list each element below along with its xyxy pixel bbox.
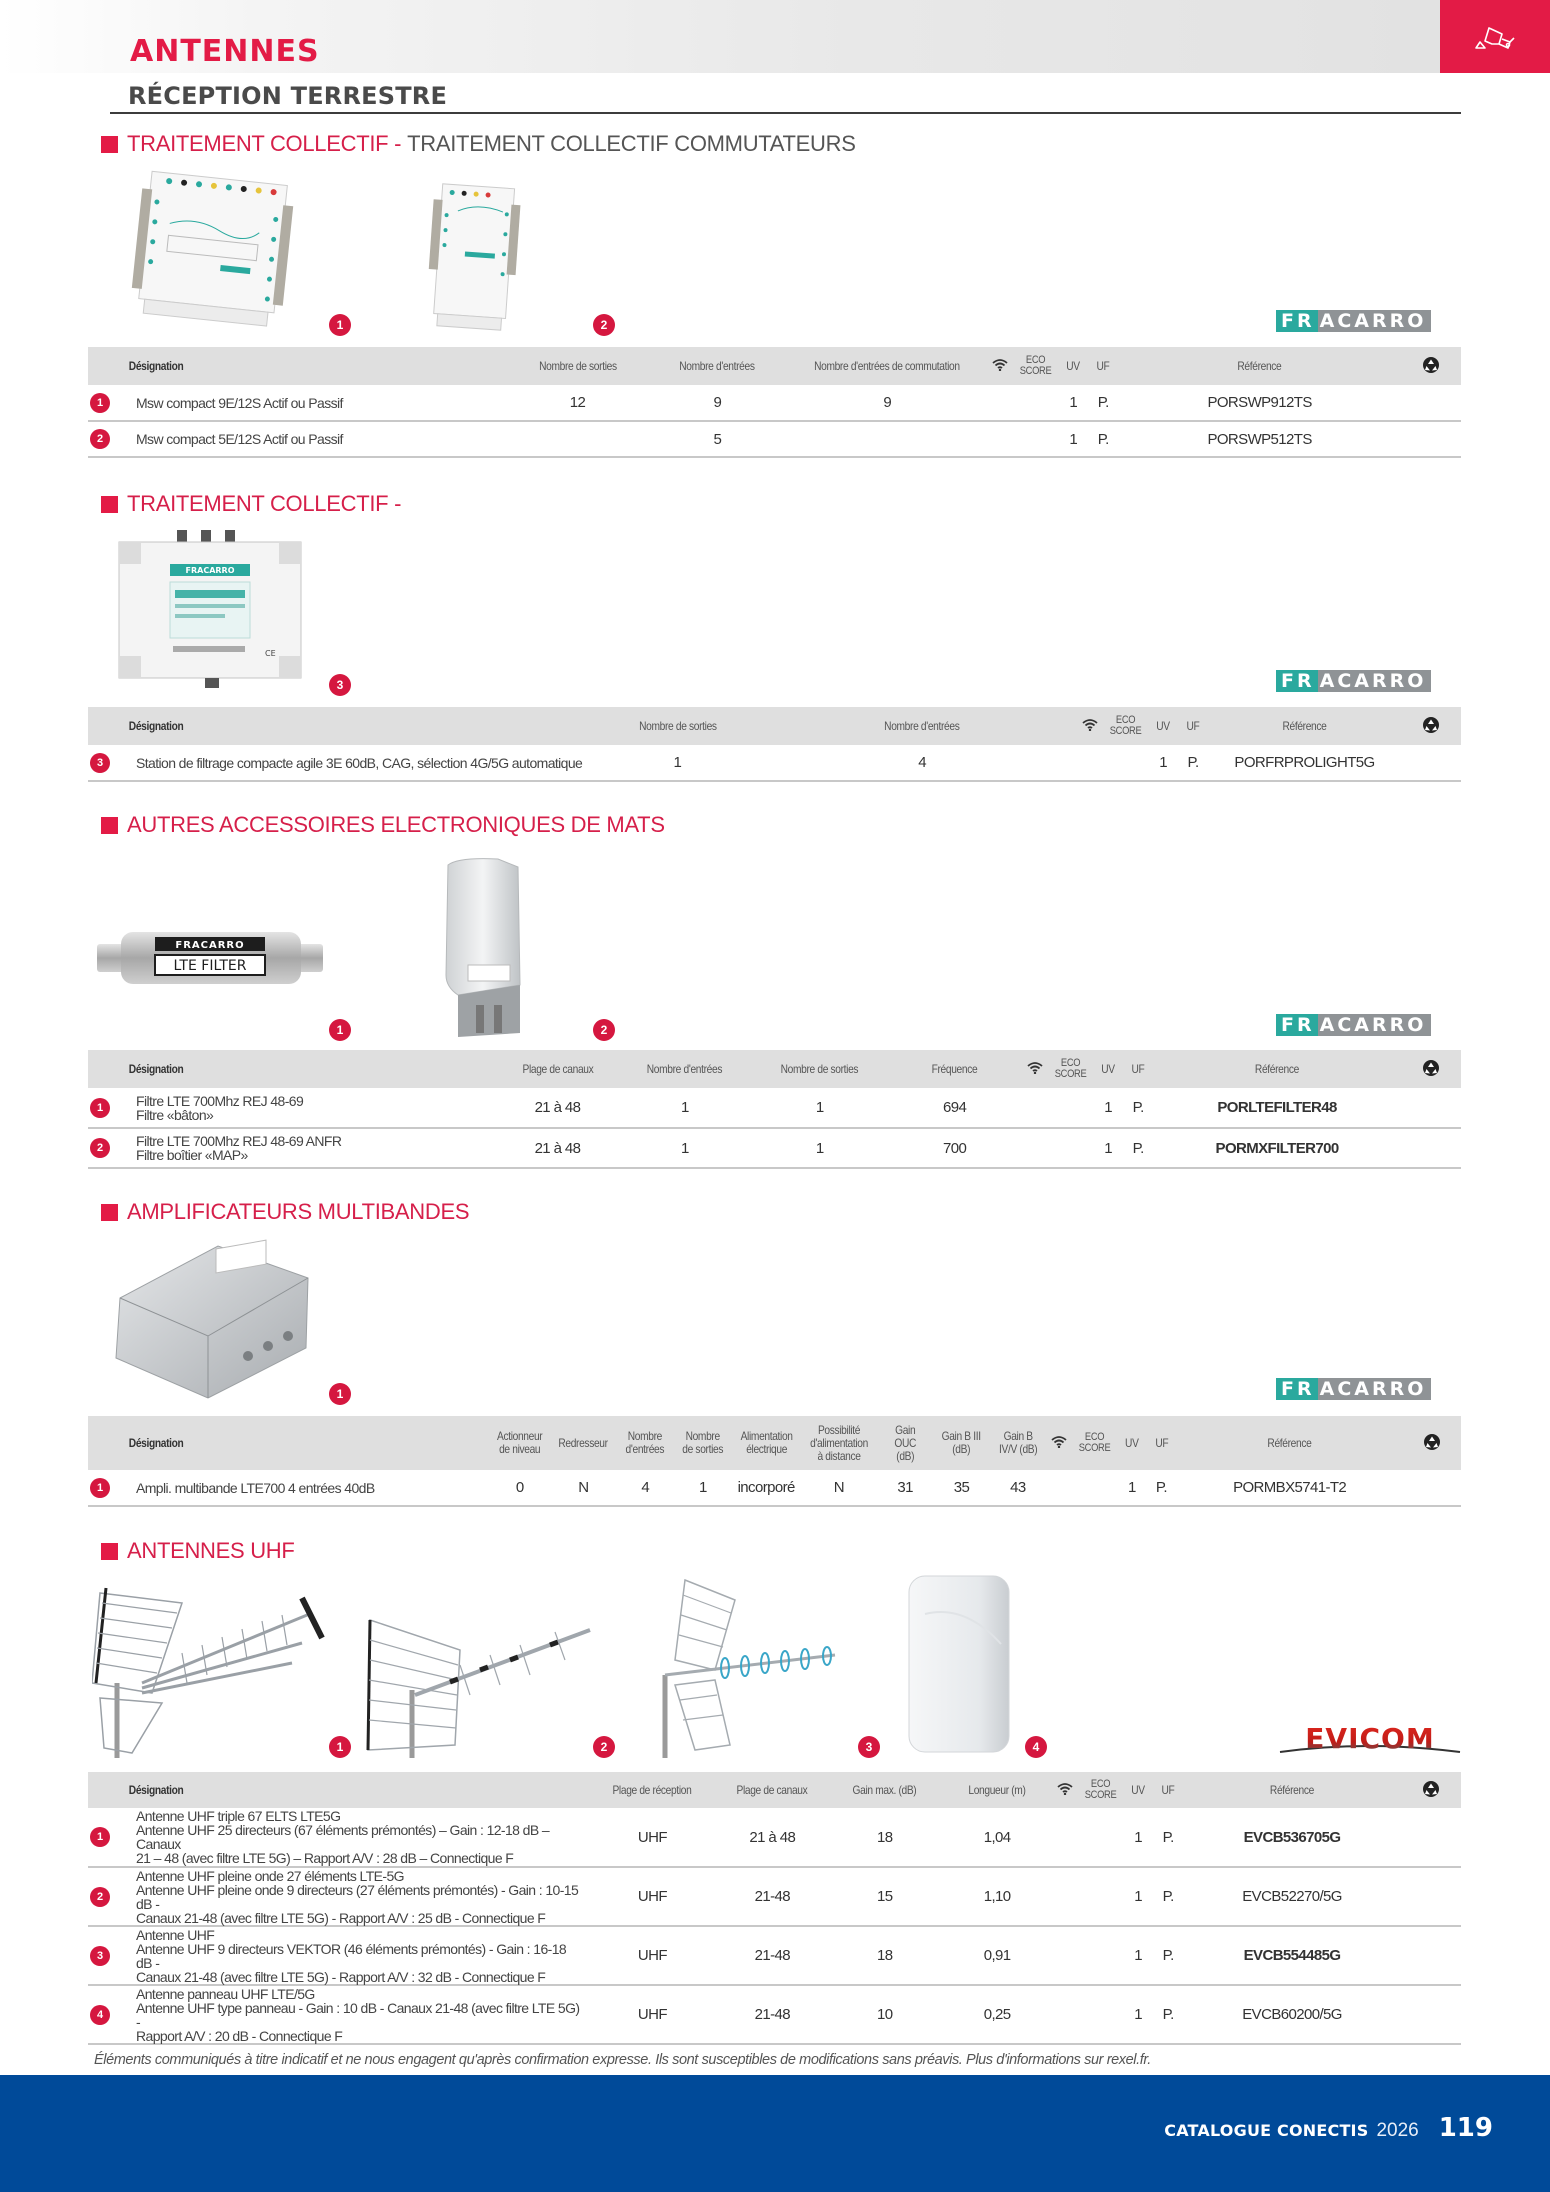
catalog-year: 2026 bbox=[1376, 2120, 1419, 2141]
value-cell: P. bbox=[1178, 745, 1208, 781]
column-header-icon bbox=[1401, 347, 1461, 385]
designation-line: Filtre boîtier «MAP» bbox=[136, 1147, 248, 1163]
designation-line: Antenne UHF triple 67 ELTS LTE5G bbox=[136, 1808, 341, 1824]
column-header: Fréquence bbox=[931, 1061, 978, 1076]
value-cell bbox=[1078, 1867, 1123, 1926]
column-header: UV bbox=[1131, 1782, 1145, 1797]
row-badge: 2 bbox=[90, 1887, 110, 1907]
value-cell: 15 bbox=[827, 1867, 942, 1926]
image-badge: 4 bbox=[1025, 1736, 1047, 1758]
evicom-logo-text: EVICOM bbox=[1305, 1722, 1435, 1755]
value-cell: 21-48 bbox=[717, 1926, 827, 1985]
section-square-icon bbox=[101, 1204, 118, 1221]
subtitle-divider bbox=[110, 112, 1461, 114]
designation-cell bbox=[88, 1088, 498, 1128]
section-square-icon bbox=[101, 136, 118, 153]
designation-cell bbox=[88, 421, 508, 457]
lte-filter-map-image bbox=[428, 855, 543, 1045]
column-header: Référence bbox=[1282, 718, 1327, 733]
value-cell: 31 bbox=[877, 1470, 933, 1506]
table-row bbox=[88, 1088, 1461, 1128]
value-cell bbox=[1046, 1470, 1072, 1506]
designation-cell bbox=[88, 1985, 587, 2044]
image-badge: 2 bbox=[593, 314, 615, 336]
image-badge: 3 bbox=[329, 674, 351, 696]
value-cell: 1 bbox=[1058, 421, 1088, 457]
value-cell: 1 bbox=[1093, 1088, 1123, 1128]
multiswitch-5e12s-image bbox=[420, 172, 525, 334]
security-camera-icon bbox=[1472, 22, 1518, 52]
value-cell: 9 bbox=[787, 385, 987, 421]
row-badge: 1 bbox=[90, 1478, 110, 1498]
value-cell: 43 bbox=[990, 1470, 1046, 1506]
value-cell: P. bbox=[1123, 1128, 1153, 1168]
designation-line: 21 – 48 (avec filtre LTE 5G) – Rapport A/V : 28 dB – Connectique F bbox=[136, 1850, 514, 1866]
svg-text:CE: CE bbox=[265, 649, 276, 658]
value-cell bbox=[787, 421, 987, 457]
table-row bbox=[88, 1926, 1461, 1985]
column-header: Référence bbox=[1237, 358, 1282, 373]
column-header: Nombre d'entrées bbox=[884, 718, 960, 733]
column-header: Nombre d'entrées bbox=[625, 1429, 665, 1456]
designation-line: Filtre LTE 700Mhz REJ 48-69 bbox=[136, 1092, 304, 1109]
value-cell bbox=[1078, 1926, 1123, 1985]
value-cell: 0,25 bbox=[942, 1985, 1052, 2044]
image-badge: 1 bbox=[329, 314, 351, 336]
value-cell: P. bbox=[1153, 1926, 1183, 1985]
page-category-title: ANTENNES bbox=[130, 34, 320, 69]
multiswitch-9e12s-image bbox=[122, 168, 302, 336]
column-header-icon bbox=[1401, 1772, 1461, 1808]
recycle-icon bbox=[1422, 1780, 1440, 1798]
value-cell bbox=[1013, 421, 1058, 457]
logo-rest: ACARRO bbox=[1318, 1014, 1432, 1036]
table-row bbox=[88, 1128, 1461, 1168]
value-cell: 18 bbox=[827, 1808, 942, 1867]
value-cell bbox=[1048, 1128, 1093, 1168]
column-header: Désignation bbox=[128, 358, 184, 373]
column-header: UV bbox=[1125, 1435, 1139, 1450]
table-row bbox=[88, 1470, 1461, 1506]
value-cell: 0,91 bbox=[942, 1926, 1052, 1985]
value-cell: 35 bbox=[933, 1470, 989, 1506]
column-header-icon bbox=[1077, 707, 1103, 745]
column-header: Actionneur de niveau bbox=[497, 1429, 543, 1456]
value-cell bbox=[1103, 745, 1148, 781]
row-badge: 4 bbox=[90, 2005, 110, 2025]
recycle-cell bbox=[1401, 385, 1461, 421]
wifi-icon bbox=[992, 359, 1008, 371]
section-title-text: AMPLIFICATEURS MULTIBANDES bbox=[127, 1199, 470, 1224]
value-cell: UHF bbox=[587, 1867, 717, 1926]
value-cell: P. bbox=[1153, 1985, 1183, 2044]
table-row bbox=[88, 1985, 1461, 2044]
value-cell: P. bbox=[1147, 1470, 1177, 1506]
value-cell: 1 bbox=[752, 1128, 887, 1168]
designation-line: Ampli. multibande LTE700 4 entrées 40dB bbox=[136, 1479, 375, 1496]
column-header: ECO SCORE bbox=[1084, 1778, 1117, 1801]
designation-line: Antenne UHF bbox=[136, 1926, 215, 1943]
designation-cell bbox=[88, 745, 588, 781]
section-title-accessoires-mats bbox=[101, 812, 665, 838]
value-cell: 1 bbox=[752, 1088, 887, 1128]
recycle-cell bbox=[1401, 1985, 1461, 2044]
column-header: UF bbox=[1096, 358, 1110, 373]
value-cell: 1 bbox=[617, 1088, 752, 1128]
value-cell: 1,10 bbox=[942, 1867, 1052, 1926]
column-header-icon bbox=[1052, 1772, 1078, 1808]
page-footer bbox=[0, 2075, 1550, 2192]
section-square-icon bbox=[101, 817, 118, 834]
fracarro-logo bbox=[1276, 1378, 1431, 1400]
column-header: Nombre d'entrées de commutation bbox=[814, 358, 961, 373]
logo-prefix: FR bbox=[1276, 310, 1318, 332]
value-cell bbox=[1052, 1867, 1078, 1926]
value-cell: 1 bbox=[674, 1470, 731, 1506]
commutateurs-table bbox=[88, 347, 1461, 458]
designation-line: Msw compact 5E/12S Actif ou Passif bbox=[136, 431, 343, 447]
reference-cell[interactable]: PORSWP912TS bbox=[1118, 385, 1401, 421]
column-header: Référence bbox=[1270, 1782, 1315, 1797]
value-cell: P. bbox=[1088, 385, 1118, 421]
logo-prefix: FR bbox=[1276, 1014, 1318, 1036]
reference-cell[interactable]: PORLTEFILTER48 bbox=[1153, 1088, 1401, 1128]
column-header: Nombre de sorties bbox=[538, 358, 617, 373]
value-cell: UHF bbox=[587, 1926, 717, 1985]
recycle-cell bbox=[1403, 1470, 1461, 1506]
column-header: Longueur (m) bbox=[968, 1782, 1026, 1797]
section-title-text: AUTRES ACCESSOIRES ELECTRONIQUES DE MATS bbox=[127, 812, 665, 837]
value-cell: P. bbox=[1153, 1808, 1183, 1867]
section-title-commutateurs bbox=[101, 131, 856, 157]
value-cell: 1 bbox=[1123, 1926, 1153, 1985]
wifi-icon bbox=[1051, 1436, 1067, 1448]
recycle-cell bbox=[1401, 421, 1461, 457]
value-cell: 21-48 bbox=[717, 1867, 827, 1926]
recycle-cell bbox=[1401, 1926, 1461, 1985]
value-cell: 21 à 48 bbox=[498, 1088, 618, 1128]
designation-line: Antenne UHF pleine onde 27 éléments LTE-5G bbox=[136, 1867, 404, 1884]
value-cell: UHF bbox=[587, 1808, 717, 1867]
column-header: Désignation bbox=[128, 1435, 184, 1450]
wifi-icon bbox=[1057, 1783, 1073, 1795]
value-cell: N bbox=[550, 1470, 616, 1506]
column-header: Nombre d'entrées bbox=[647, 1061, 723, 1076]
logo-prefix: FR bbox=[1276, 1378, 1318, 1400]
column-header: ECO SCORE bbox=[1078, 1431, 1111, 1454]
reference-cell[interactable]: EVCB536705G bbox=[1183, 1808, 1401, 1867]
section-title-text: TRAITEMENT COLLECTIF - bbox=[127, 131, 402, 156]
reference-cell[interactable]: PORMBX5741-T2 bbox=[1176, 1470, 1403, 1506]
table-row bbox=[88, 1808, 1461, 1867]
column-header-icon bbox=[1022, 1050, 1048, 1088]
antenna-panel-image bbox=[905, 1574, 1013, 1754]
accessoires-mats-table bbox=[88, 1050, 1461, 1169]
column-header: Possibilité d'alimentation à distance bbox=[809, 1422, 868, 1463]
svg-text:FRACARRO: FRACARRO bbox=[175, 940, 245, 951]
value-cell: 21 à 48 bbox=[717, 1808, 827, 1867]
reference-cell[interactable]: EVCB554485G bbox=[1183, 1926, 1401, 1985]
logo-rest: ACARRO bbox=[1318, 310, 1432, 332]
value-cell bbox=[508, 421, 648, 457]
wifi-icon bbox=[1082, 719, 1098, 731]
column-header: ECO SCORE bbox=[1109, 714, 1142, 737]
logo-rest: ACARRO bbox=[1318, 1378, 1432, 1400]
catalog-name: CATALOGUE CONECTIS bbox=[1164, 2121, 1369, 2140]
recycle-cell bbox=[1401, 1128, 1461, 1168]
column-header: UF bbox=[1161, 1782, 1175, 1797]
value-cell bbox=[1022, 1088, 1048, 1128]
recycle-cell bbox=[1401, 745, 1461, 781]
section-title-text: ANTENNES UHF bbox=[127, 1538, 295, 1563]
column-header: UF bbox=[1186, 718, 1200, 733]
recycle-icon bbox=[1422, 1059, 1440, 1077]
reference-cell[interactable]: PORSWP512TS bbox=[1118, 421, 1401, 457]
value-cell bbox=[1072, 1470, 1117, 1506]
column-header: Plage de canaux bbox=[522, 1061, 593, 1076]
svg-text:LTE FILTER: LTE FILTER bbox=[173, 958, 247, 974]
table-row bbox=[88, 1867, 1461, 1926]
designation-line: Filtre LTE 700Mhz REJ 48-69 ANFR bbox=[136, 1133, 342, 1149]
column-header: Gain max. (dB) bbox=[852, 1782, 917, 1797]
column-header-icon bbox=[1401, 707, 1461, 745]
designation-line: Canaux 21-48 (avec filtre LTE 5G) - Rapport A/V : 25 dB - Connectique F bbox=[136, 1909, 546, 1926]
logo-prefix: FR bbox=[1276, 670, 1318, 692]
section-square-icon bbox=[101, 496, 118, 513]
row-badge: 1 bbox=[90, 1098, 110, 1118]
section-title-antennes-uhf bbox=[101, 1538, 295, 1564]
designation-cell bbox=[88, 1470, 489, 1506]
column-header: Plage de canaux bbox=[736, 1782, 808, 1797]
row-badge: 3 bbox=[90, 753, 110, 773]
value-cell bbox=[1048, 1088, 1093, 1128]
column-header: Désignation bbox=[128, 1782, 184, 1797]
column-header: UF bbox=[1131, 1061, 1145, 1076]
image-badge: 1 bbox=[329, 1736, 351, 1758]
svg-text:FRACARRO: FRACARRO bbox=[185, 566, 235, 575]
value-cell: 4 bbox=[767, 745, 1077, 781]
column-header: Gain OUC (dB) bbox=[894, 1422, 916, 1463]
fracarro-logo bbox=[1276, 1014, 1431, 1036]
value-cell: 1 bbox=[588, 745, 768, 781]
column-header: Nombre de sorties bbox=[780, 1061, 859, 1076]
value-cell: P. bbox=[1153, 1867, 1183, 1926]
value-cell: P. bbox=[1123, 1088, 1153, 1128]
designation-cell bbox=[88, 1808, 587, 1867]
value-cell: 1 bbox=[1148, 745, 1178, 781]
reference-cell[interactable]: PORFRPROLIGHT5G bbox=[1208, 745, 1401, 781]
column-header-icon bbox=[1046, 1416, 1072, 1470]
recycle-icon bbox=[1422, 356, 1440, 374]
value-cell: 5 bbox=[647, 421, 787, 457]
category-tab bbox=[1440, 0, 1550, 73]
page-subtitle: RÉCEPTION TERRESTRE bbox=[128, 82, 448, 110]
column-header-icon bbox=[987, 347, 1013, 385]
section-subtitle-text: TRAITEMENT COLLECTIF COMMUTATEURS bbox=[407, 131, 856, 156]
value-cell: UHF bbox=[587, 1985, 717, 2044]
antenna-full-wave-image bbox=[360, 1610, 595, 1758]
wifi-icon bbox=[1027, 1062, 1043, 1074]
column-header-icon bbox=[1403, 1416, 1461, 1470]
value-cell: incorporé bbox=[732, 1470, 801, 1506]
value-cell: 700 bbox=[887, 1128, 1022, 1168]
row-badge: 1 bbox=[90, 1827, 110, 1847]
column-header: Plage de réception bbox=[612, 1782, 692, 1797]
image-badge: 3 bbox=[858, 1736, 880, 1758]
antenna-vektor-image bbox=[645, 1575, 840, 1758]
multiband-amplifier-image bbox=[108, 1238, 313, 1403]
image-badge: 1 bbox=[329, 1383, 351, 1405]
column-header: Nombre de sorties bbox=[682, 1429, 724, 1456]
row-badge: 1 bbox=[90, 393, 110, 413]
designation-line: Rapport A/V : 20 dB - Connectique F bbox=[136, 2027, 343, 2044]
value-cell: 18 bbox=[827, 1926, 942, 1985]
evicom-logo bbox=[1278, 1718, 1462, 1758]
designation-line: Antenne panneau UHF LTE/5G bbox=[136, 1985, 315, 2002]
value-cell: 12 bbox=[508, 385, 648, 421]
value-cell: 1,04 bbox=[942, 1808, 1052, 1867]
column-header: Désignation bbox=[128, 1061, 184, 1076]
designation-cell bbox=[88, 1867, 587, 1926]
column-header: Référence bbox=[1267, 1435, 1312, 1450]
designation-cell bbox=[88, 1128, 498, 1168]
value-cell bbox=[1022, 1128, 1048, 1168]
value-cell: 1 bbox=[1123, 1985, 1153, 2044]
designation-line: Antenne UHF 9 directeurs VEKTOR (46 éléments prémontés) - Gain : 16-18 dB - bbox=[136, 1940, 567, 1971]
recycle-cell bbox=[1401, 1088, 1461, 1128]
value-cell bbox=[1077, 745, 1103, 781]
image-badge: 2 bbox=[593, 1019, 615, 1041]
column-header: Référence bbox=[1255, 1061, 1300, 1076]
value-cell bbox=[1078, 1808, 1123, 1867]
recycle-cell bbox=[1401, 1808, 1461, 1867]
value-cell: 4 bbox=[616, 1470, 674, 1506]
row-badge: 2 bbox=[90, 429, 110, 449]
value-cell: 10 bbox=[827, 1985, 942, 2044]
value-cell: 0 bbox=[489, 1470, 550, 1506]
designation-line: Antenne UHF 25 directeurs (67 éléments prémontés) – Gain : 12-18 dB – Canaux bbox=[136, 1822, 550, 1852]
column-header: UV bbox=[1156, 718, 1170, 733]
designation-line: Canaux 21-48 (avec filtre LTE 5G) - Rapport A/V : 32 dB - Connectique F bbox=[136, 1968, 546, 1985]
designation-cell bbox=[88, 1926, 587, 1985]
value-cell bbox=[987, 385, 1013, 421]
fracarro-logo bbox=[1276, 310, 1431, 332]
reference-cell[interactable]: EVCB60200/5G bbox=[1183, 1985, 1401, 2044]
image-badge: 1 bbox=[329, 1019, 351, 1041]
value-cell: 1 bbox=[1117, 1470, 1147, 1506]
value-cell: 1 bbox=[1093, 1128, 1123, 1168]
table-row bbox=[88, 745, 1461, 781]
column-header: UV bbox=[1101, 1061, 1115, 1076]
column-header: Gain B III (dB) bbox=[941, 1429, 982, 1456]
section-square-icon bbox=[101, 1543, 118, 1560]
section-title-text: TRAITEMENT COLLECTIF - bbox=[127, 491, 402, 516]
table-row bbox=[88, 385, 1461, 421]
value-cell: 9 bbox=[647, 385, 787, 421]
antennes-uhf-table bbox=[88, 1772, 1461, 2045]
designation-cell bbox=[88, 385, 508, 421]
value-cell: P. bbox=[1088, 421, 1118, 457]
value-cell bbox=[987, 421, 1013, 457]
recycle-icon bbox=[1423, 1433, 1441, 1451]
reference-cell[interactable]: EVCB52270/5G bbox=[1183, 1867, 1401, 1926]
table-row bbox=[88, 421, 1461, 457]
recycle-cell bbox=[1401, 1867, 1461, 1926]
value-cell bbox=[1052, 1926, 1078, 1985]
reference-cell[interactable]: PORMXFILTER700 bbox=[1153, 1128, 1401, 1168]
column-header: Alimentation électrique bbox=[740, 1429, 793, 1456]
image-badge: 2 bbox=[593, 1736, 615, 1758]
amplificateurs-table bbox=[88, 1416, 1461, 1507]
column-header: UF bbox=[1154, 1435, 1168, 1450]
value-cell bbox=[1052, 1985, 1078, 2044]
recycle-icon bbox=[1422, 716, 1440, 734]
lte-filter-baton-image bbox=[95, 922, 325, 994]
row-badge: 3 bbox=[90, 1946, 110, 1966]
designation-line: Station de filtrage compacte agile 3E 60dB, CAG, sélection 4G/5G automatique bbox=[136, 754, 583, 771]
column-header: ECO SCORE bbox=[1019, 354, 1052, 377]
designation-line: Antenne UHF type panneau - Gain : 10 dB - Canaux 21-48 (avec filtre LTE 5G) - bbox=[136, 1999, 580, 2030]
value-cell bbox=[1052, 1808, 1078, 1867]
value-cell bbox=[1013, 385, 1058, 421]
value-cell: 1 bbox=[617, 1128, 752, 1168]
footer-text bbox=[1164, 2113, 1493, 2143]
value-cell: 1 bbox=[1123, 1808, 1153, 1867]
column-header-icon bbox=[1401, 1050, 1461, 1088]
column-header: UV bbox=[1066, 358, 1080, 373]
traitement-collectif-table bbox=[88, 707, 1461, 782]
column-header: Redresseur bbox=[558, 1435, 609, 1450]
column-header: Désignation bbox=[128, 718, 184, 733]
designation-line: Msw compact 9E/12S Actif ou Passif bbox=[136, 394, 343, 411]
column-header: Nombre de sorties bbox=[638, 718, 717, 733]
designation-line: Filtre «bâton» bbox=[136, 1106, 214, 1123]
designation-line: Antenne UHF pleine onde 9 directeurs (27 éléments prémontés) - Gain : 10-15 dB - bbox=[136, 1881, 579, 1912]
column-header: Nombre d'entrées bbox=[679, 358, 756, 373]
value-cell: 1 bbox=[1123, 1867, 1153, 1926]
section-title-traitement-collectif bbox=[101, 491, 401, 517]
disclaimer-text: Éléments communiqués à titre indicatif et ne nous engagent qu'après confirmation expresse. Ils sont susceptibles de modifications sans préavis. Plus d'informations sur rexel.fr. bbox=[94, 2052, 1151, 2068]
column-header: ECO SCORE bbox=[1054, 1057, 1087, 1080]
value-cell: 1 bbox=[1058, 385, 1088, 421]
value-cell bbox=[1078, 1985, 1123, 2044]
page-number: 119 bbox=[1438, 2113, 1493, 2143]
antenna-triple-image bbox=[92, 1583, 332, 1758]
value-cell: 21 à 48 bbox=[498, 1128, 618, 1168]
column-header: Gain B IV/V (dB) bbox=[998, 1429, 1038, 1456]
value-cell: 21-48 bbox=[717, 1985, 827, 2044]
value-cell: N bbox=[801, 1470, 877, 1506]
row-badge: 2 bbox=[90, 1138, 110, 1158]
filtering-station-image bbox=[115, 528, 305, 693]
value-cell: 694 bbox=[887, 1088, 1022, 1128]
section-title-amplificateurs bbox=[101, 1199, 469, 1225]
logo-rest: ACARRO bbox=[1318, 670, 1432, 692]
fracarro-logo bbox=[1276, 670, 1431, 692]
